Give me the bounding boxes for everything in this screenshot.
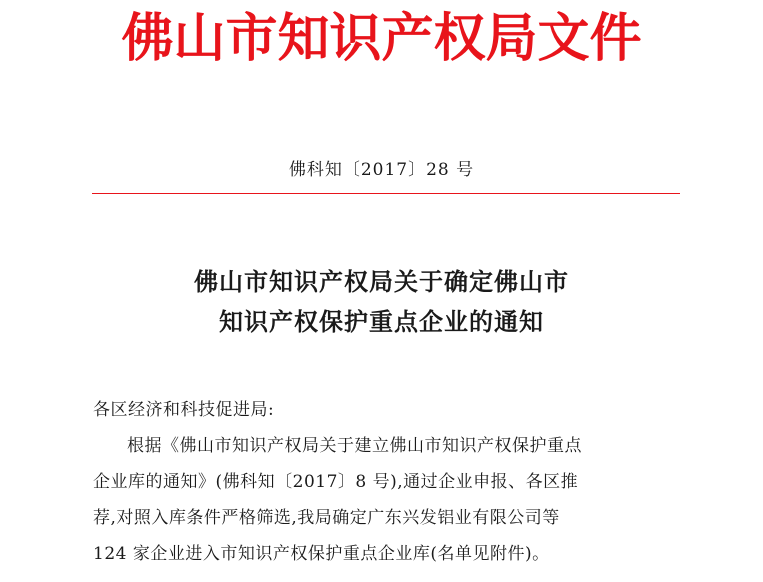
paragraph-line-4: 124 家企业进入市知识产权保护重点企业库(名单见附件)。 — [93, 544, 550, 564]
paragraph-line-3: 荐,对照入库条件严格筛选,我局确定广东兴发铝业有限公司等 — [93, 508, 560, 528]
salutation: 各区经济和科技促进局: — [93, 400, 275, 420]
paragraph-line-2: 企业库的通知》(佛科知〔2017〕8 号),通过企业申报、各区推 — [93, 472, 579, 492]
document-number: 佛科知〔2017〕28 号 — [288, 160, 475, 180]
masthead-title: 佛山市知识产权局文件 — [121, 8, 642, 69]
red-divider-line — [92, 193, 680, 194]
document-title-line-2: 知识产权保护重点企业的通知 — [219, 307, 544, 336]
document-title-line-1: 佛山市知识产权局关于确定佛山市 — [194, 267, 569, 296]
document-title — [0, 262, 763, 342]
document-body — [93, 392, 685, 572]
paragraph-line-1: 根据《佛山市知识产权局关于建立佛山市知识产权保护重点 — [127, 436, 582, 456]
